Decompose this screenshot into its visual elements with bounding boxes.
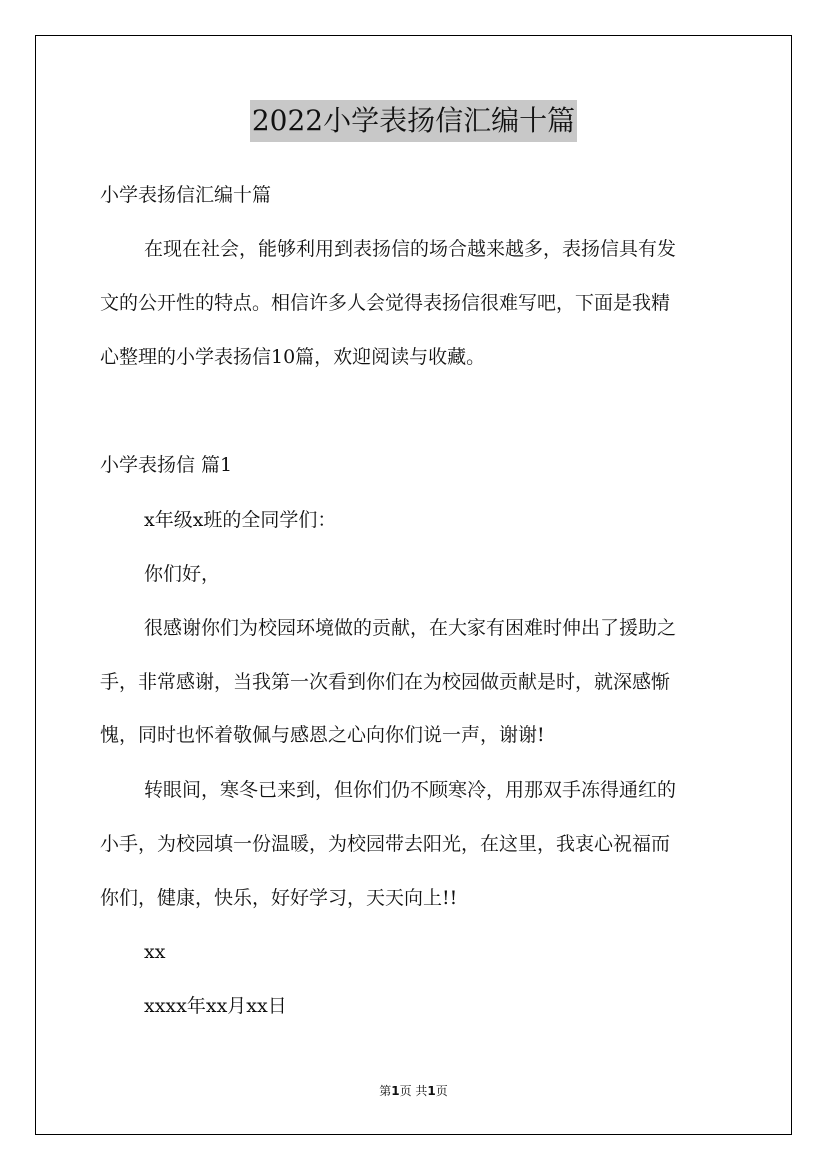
page-total: 1 — [427, 1084, 436, 1098]
section-heading: 小学表扬信 篇1 — [100, 454, 233, 476]
paragraph-line: 小手，为校园填一份温暖，为校园带去阳光，在这里，我衷心祝福而 — [100, 833, 671, 855]
paragraph-line: 你们，健康，快乐，好好学习，天天向上!! — [100, 887, 458, 909]
page-mid: 页 共 — [399, 1084, 428, 1098]
signature: xx — [144, 941, 166, 963]
paragraph-line: 转眼间，寒冬已来到，但你们仍不顾寒冷，用那双手冻得通红的 — [144, 779, 677, 801]
page-prefix: 第 — [379, 1084, 392, 1098]
paragraph-line: 愧，同时也怀着敬佩与感恩之心向你们说一声，谢谢! — [100, 724, 545, 746]
paragraph-line: 手，非常感谢，当我第一次看到你们在为校园做贡献是时，就深感惭 — [100, 671, 671, 693]
salutation: x年级x班的全同学们： — [144, 509, 337, 531]
paragraph-line: 很感谢你们为校园环境做的贡献，在大家有困难时伸出了援助之 — [144, 617, 677, 639]
document-subtitle: 小学表扬信汇编十篇 — [100, 184, 272, 206]
intro-line: 心整理的小学表扬信10篇，欢迎阅读与收藏。 — [100, 346, 486, 368]
title-container — [0, 100, 827, 142]
intro-line: 文的公开性的特点。相信许多人会觉得表扬信很难写吧，下面是我精 — [100, 292, 671, 314]
page-footer — [0, 1083, 827, 1099]
document-title: 2022小学表扬信汇编十篇 — [250, 100, 577, 142]
greeting: 你们好， — [144, 563, 221, 585]
intro-line: 在现在社会，能够利用到表扬信的场合越来越多，表扬信具有发 — [144, 238, 677, 260]
page-suffix: 页 — [435, 1084, 448, 1098]
date: xxxx年xx月xx日 — [144, 995, 287, 1017]
page-number: 1 — [391, 1084, 400, 1098]
